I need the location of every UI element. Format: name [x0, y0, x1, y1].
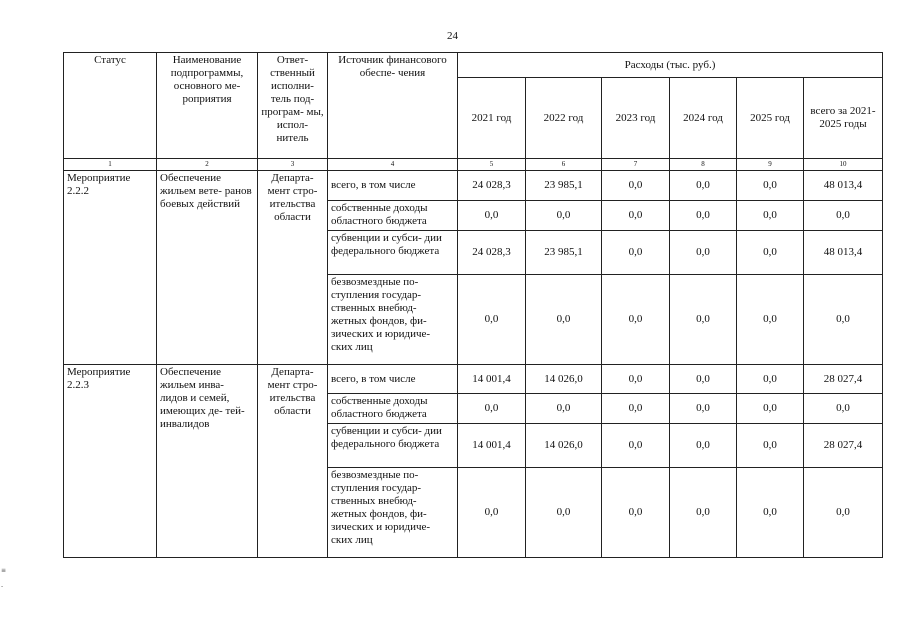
value-total: 48 013,4 [804, 231, 883, 275]
value-2025: 0,0 [737, 275, 804, 365]
column-number: 9 [737, 159, 804, 171]
measure-status: Мероприятие 2.2.2 [64, 171, 157, 365]
value-2023: 0,0 [602, 231, 670, 275]
value-2025: 0,0 [737, 231, 804, 275]
value-2021: 0,0 [458, 201, 526, 231]
header-year-2021: 2021 год [458, 78, 526, 159]
column-number: 2 [157, 159, 258, 171]
value-2021: 24 028,3 [458, 171, 526, 201]
value-2024: 0,0 [670, 275, 737, 365]
value-2023: 0,0 [602, 275, 670, 365]
header-status: Статус [64, 53, 157, 159]
value-2022: 14 026,0 [526, 424, 602, 468]
value-2024: 0,0 [670, 231, 737, 275]
column-number: 7 [602, 159, 670, 171]
funding-source: субвенции и субси- дии федерального бюджета [328, 424, 458, 468]
column-number: 3 [258, 159, 328, 171]
value-2021: 0,0 [458, 468, 526, 558]
column-number-row [64, 159, 883, 171]
header-name: Наименование подпрограммы, основного ме- роприятия [157, 53, 258, 159]
header-expenses: Расходы (тыс. руб.) [458, 53, 883, 78]
value-2025: 0,0 [737, 394, 804, 424]
value-total: 0,0 [804, 275, 883, 365]
value-total: 0,0 [804, 468, 883, 558]
column-number: 5 [458, 159, 526, 171]
funding-source: субвенции и субси- дии федерального бюджета [328, 231, 458, 275]
value-2022: 0,0 [526, 468, 602, 558]
value-total: 0,0 [804, 201, 883, 231]
measure-responsible: Департа- мент стро- ительства области [258, 365, 328, 558]
value-total: 28 027,4 [804, 365, 883, 394]
header-source: Источник финансового обеспе- чения [328, 53, 458, 159]
column-number: 4 [328, 159, 458, 171]
measure-name: Обеспечение жильем инва- лидов и семей, имеющих де- тей-инвалидов [157, 365, 258, 558]
value-2022: 0,0 [526, 201, 602, 231]
column-number: 8 [670, 159, 737, 171]
table-row [64, 171, 883, 201]
value-2024: 0,0 [670, 201, 737, 231]
value-2022: 14 026,0 [526, 365, 602, 394]
value-2024: 0,0 [670, 171, 737, 201]
measure-status: Мероприятие 2.2.3 [64, 365, 157, 558]
value-2023: 0,0 [602, 171, 670, 201]
value-2023: 0,0 [602, 468, 670, 558]
scan-edge-mark: ≡ [1, 567, 7, 574]
value-2021: 24 028,3 [458, 231, 526, 275]
header-year-2022: 2022 год [526, 78, 602, 159]
measure-name: Обеспечение жильем вете- ранов боевых действий [157, 171, 258, 365]
funding-source: всего, в том числе [328, 365, 458, 394]
value-2025: 0,0 [737, 365, 804, 394]
value-2021: 14 001,4 [458, 424, 526, 468]
value-total: 48 013,4 [804, 171, 883, 201]
measure-responsible: Департа- мент стро- ительства области [258, 171, 328, 365]
value-2024: 0,0 [670, 468, 737, 558]
value-total: 28 027,4 [804, 424, 883, 468]
column-number: 10 [804, 159, 883, 171]
budget-table [63, 52, 883, 558]
header-year-2024: 2024 год [670, 78, 737, 159]
scan-edge-mark: - [1, 583, 4, 590]
header-responsible: Ответ- ственный исполни- тель под- програм- мы, испол- нитель [258, 53, 328, 159]
funding-source: безвозмездные по- ступления государ- ственных внебюд- жетных фондов, фи- зических и юридиче- ских лиц [328, 275, 458, 365]
value-2021: 0,0 [458, 394, 526, 424]
value-2023: 0,0 [602, 424, 670, 468]
value-2024: 0,0 [670, 365, 737, 394]
value-2025: 0,0 [737, 171, 804, 201]
value-2023: 0,0 [602, 365, 670, 394]
value-2024: 0,0 [670, 394, 737, 424]
value-2025: 0,0 [737, 468, 804, 558]
value-2022: 0,0 [526, 394, 602, 424]
table-row [64, 365, 883, 394]
value-2021: 14 001,4 [458, 365, 526, 394]
column-number: 6 [526, 159, 602, 171]
funding-source: всего, в том числе [328, 171, 458, 201]
header-year-total: всего за 2021-2025 годы [804, 78, 883, 159]
value-2021: 0,0 [458, 275, 526, 365]
value-2022: 23 985,1 [526, 231, 602, 275]
column-number: 1 [64, 159, 157, 171]
value-2025: 0,0 [737, 424, 804, 468]
value-2023: 0,0 [602, 394, 670, 424]
funding-source: собственные доходы областного бюджета [328, 394, 458, 424]
header-year-2025: 2025 год [737, 78, 804, 159]
value-2025: 0,0 [737, 201, 804, 231]
page-number: 24 [447, 30, 458, 42]
value-2022: 0,0 [526, 275, 602, 365]
header-year-2023: 2023 год [602, 78, 670, 159]
value-2023: 0,0 [602, 201, 670, 231]
value-total: 0,0 [804, 394, 883, 424]
funding-source: собственные доходы областного бюджета [328, 201, 458, 231]
funding-source: безвозмездные по- ступления государ- ственных внебюд- жетных фондов, фи- зических и юридиче- ских лиц [328, 468, 458, 558]
value-2024: 0,0 [670, 424, 737, 468]
value-2022: 23 985,1 [526, 171, 602, 201]
